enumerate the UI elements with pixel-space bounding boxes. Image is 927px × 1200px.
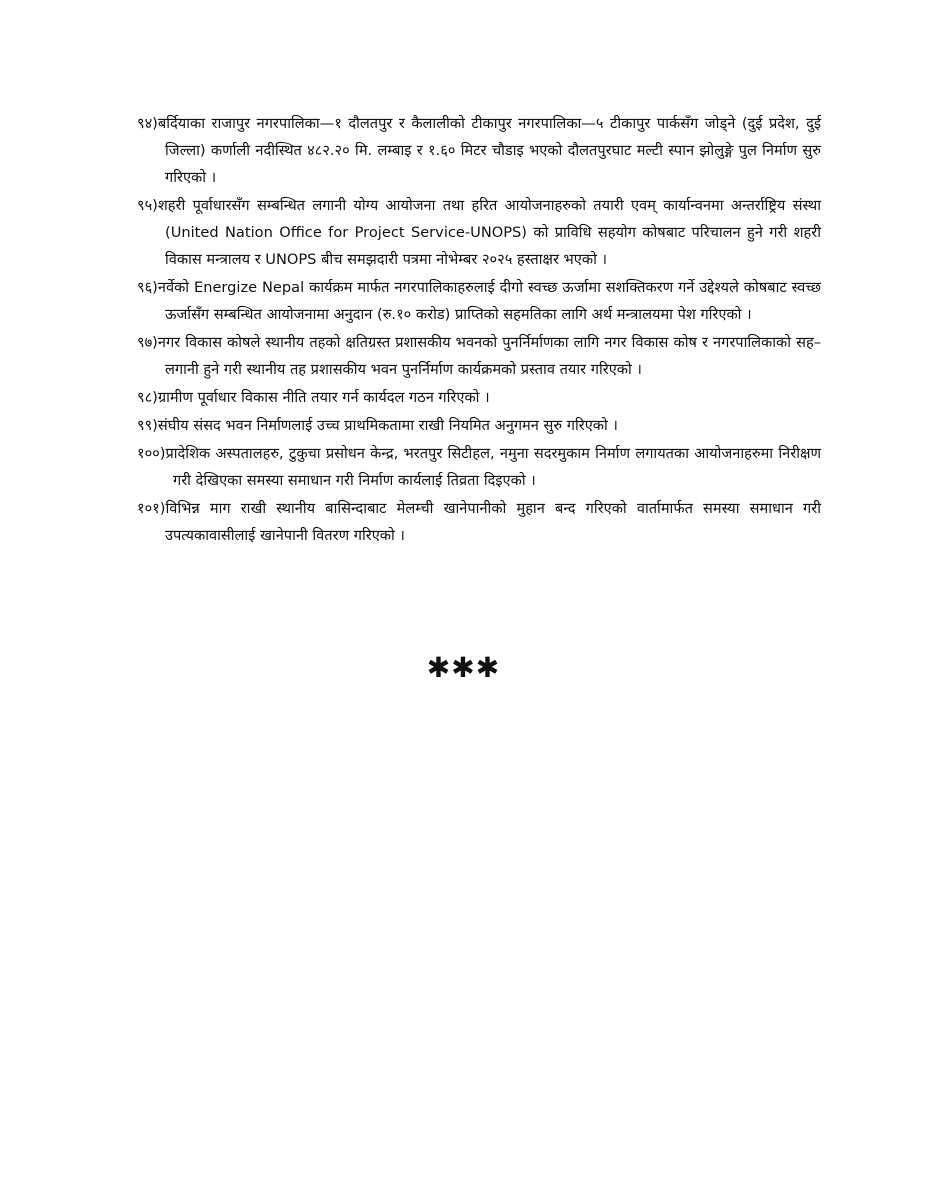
end-of-document-mark: ✱✱✱ [426, 651, 501, 684]
item-number: ९८) [137, 389, 158, 406]
item-number: १०१) [137, 500, 166, 517]
list-item-99 [137, 412, 821, 439]
item-text: बर्दियाका राजापुर नगरपालिका—१ दौलतपुर र कैलालीको टीकापुर नगरपालिका—५ टीकापुर पार्कसँग जोड्ने (दुई प्रदेश, दुई जिल्ला) कर्णाली नदीस्थित ४८२.२० मि. लम्बाइ र १.६० मिटर चौडाइ भएको दौलतपुरघाट मल्टी स्पान झोलुङ्गे पुल निर्माण सुरु गरिएको । [157, 115, 821, 186]
item-number: ९५) [137, 197, 158, 214]
item-number: ९९) [137, 417, 158, 434]
item-text: विभिन्न माग राखी स्थानीय बासिन्दाबाट मेलम्ची खानेपानीको मुहान बन्द गरिएको वार्तामार्फत समस्या समाधान गरी उपत्यकावासीलाई खानेपानी वितरण गरिएको । [165, 500, 821, 544]
item-number: १००) [137, 445, 166, 462]
item-text: प्रादेशिक अस्पतालहरु, टुकुचा प्रसोधन केन्द्र, भरतपुर सिटीहल, नमुना सदरमुकाम निर्माण लगायतका आयोजनाहरुमा निरीक्षण गरी देखिएका समस्या समाधान गरी निर्माण कार्यलाई तिव्रता दिइएको । [165, 445, 821, 489]
list-item-98 [137, 384, 821, 411]
item-number: ९६) [137, 279, 158, 296]
list-item-94 [137, 110, 821, 191]
list-item-100 [137, 440, 821, 494]
item-number: ९७) [137, 334, 158, 351]
list-item-96 [137, 274, 821, 328]
item-number: ९४) [137, 115, 158, 132]
item-text: संघीय संसद भवन निर्माणलाई उच्च प्राथमिकतामा राखी नियमित अनुगमन सुरु गरिएको । [157, 417, 618, 434]
item-text: ग्रामीण पूर्वाधार विकास नीति तयार गर्न कार्यदल गठन गरिएको । [157, 389, 490, 406]
item-text: नगर विकास कोषले स्थानीय तहको क्षतिग्रस्त प्रशासकीय भवनको पुनर्निर्माणका लागि नगर विकास कोष र नगरपालिकाको सह–लगानी हुने गरी स्थानीय तह प्रशासकीय भवन पुनर्निर्माण कार्यक्रमको प्रस्ताव तयार गरिएको । [157, 334, 821, 378]
item-text: शहरी पूर्वाधारसँग सम्बन्धित लगानी योग्य आयोजना तथा हरित आयोजनाहरुको तयारी एवम् कार्यान्वनमा अन्तर्राष्ट्रिय संस्था (United Nation Office for Project Service-UNOPS) को प्राविधि सहयोग कोषबाट परिचालन हुने गरी शहरी विकास मन्त्रालय र UNOPS बीच समझदारी पत्रमा नोभेम्बर २०२५ हस्ताक्षर भएको । [157, 197, 821, 268]
item-text: नर्वेको Energize Nepal कार्यक्रम मार्फत नगरपालिकाहरुलाई दीगो स्वच्छ ऊर्जामा सशक्तिकरण गर्ने उद्देश्यले कोषबाट स्वच्छ ऊर्जासँग सम्बन्धित आयोजनामा अनुदान (रु.१० करोड) प्राप्तिको सहमतिका लागि अर्थ मन्त्रालयमा पेश गरिएको । [157, 279, 821, 323]
list-item-101 [137, 495, 821, 549]
list-item-95 [137, 192, 821, 273]
numbered-list [137, 110, 821, 550]
list-item-97 [137, 329, 821, 383]
